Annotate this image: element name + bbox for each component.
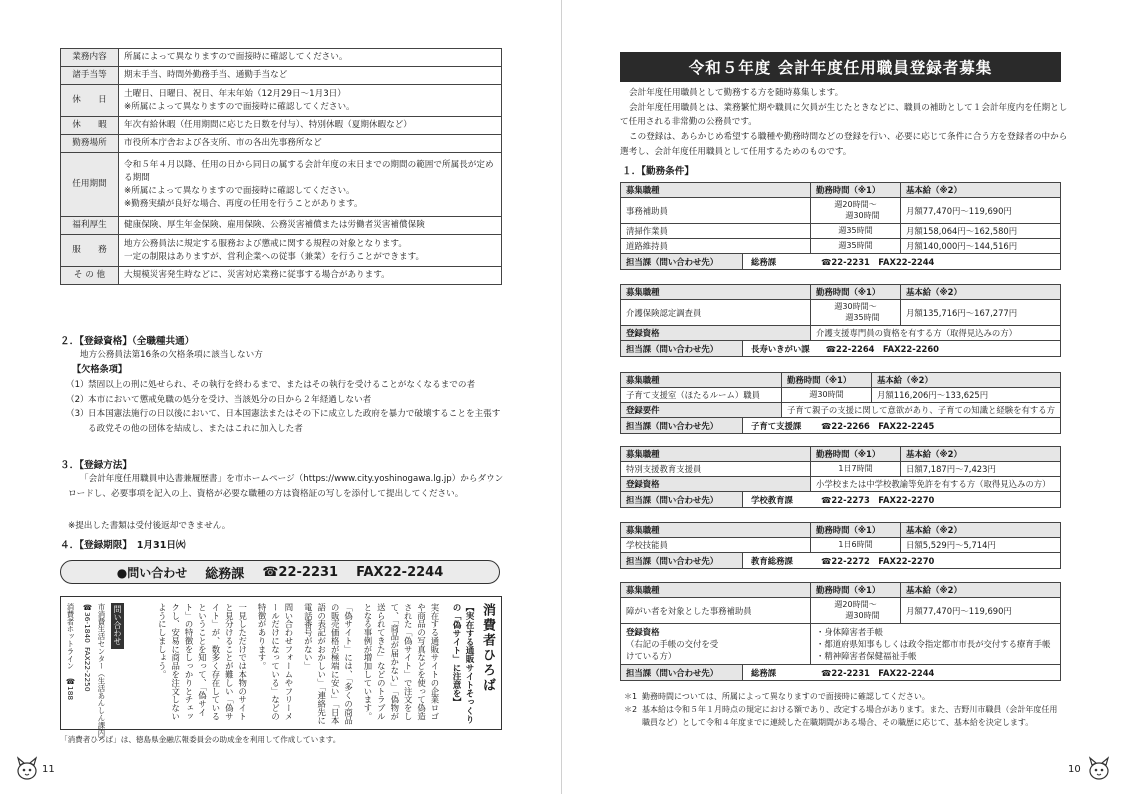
inquiry-dept: 総務課 (205, 566, 245, 582)
footnote (624, 703, 1064, 729)
qualification-label-line: 登録資格 (626, 627, 660, 637)
section-4-title: ４．【登録期限】 1月31日㈫ (60, 540, 186, 551)
header-pay: 基本給（※2） (872, 373, 1061, 388)
job-pay: 日額7,187円～7,423円 (901, 462, 1061, 477)
list-item-number: （3） (66, 409, 89, 419)
qualification-value (811, 624, 1061, 665)
footnote-mark: ＊1 (624, 692, 638, 701)
section-1-title: １．【勤務条件】 (622, 166, 694, 177)
job-hours-line: 週35時間 (838, 225, 873, 235)
contact-phone: ☎22-2231 FAX22-2244 (821, 257, 935, 267)
footnote (624, 690, 1064, 703)
footnote-mark: ＊2 (624, 705, 638, 714)
section-2-title: ２．【登録資格】（全職種共通） (60, 336, 195, 347)
footnote-text: 勤務時間については、所属によって異なりますので面接時に確認してください。 (642, 692, 930, 701)
condition-label: 任用期間 (61, 153, 119, 217)
job-row (621, 239, 1061, 254)
header-pay: 基本給（※2） (901, 183, 1061, 198)
header-hours: 勤務時間（※1） (782, 373, 872, 388)
job-table (620, 582, 1061, 681)
job-table (620, 522, 1061, 569)
page-fold (561, 0, 562, 794)
job-pay: 月額158,064円～162,580円 (901, 224, 1061, 239)
condition-value (119, 267, 502, 285)
consumer-paragraph: 一見しただけでは本物のサイトと見分けることが難しい「偽サイト」が、数多く存在しているということを知って、「偽サイト」の特徴をしっかりとチェックし、安易に商品を注文しないようにしましょう。 (157, 603, 248, 721)
job-name: 事務補助員 (621, 198, 811, 224)
qualification-label: 登録資格 (621, 326, 811, 341)
conditions-row (61, 85, 502, 117)
contact-phone: ☎22-2272 FAX22-2270 (821, 556, 935, 566)
consumer-body (155, 603, 441, 725)
contact-row (621, 492, 1061, 508)
job-table-header (621, 285, 1061, 300)
condition-line: 年次有給休暇（任用期間に応じた日数を付与）、特別休暇（夏期休暇など） (124, 120, 412, 130)
qualification-row (621, 624, 1061, 665)
contact-row (621, 341, 1061, 357)
job-hours (811, 598, 901, 624)
qualification-label (621, 624, 811, 665)
job-pay: 月額116,206円～133,625円 (872, 388, 1061, 403)
job-table (620, 446, 1061, 508)
condition-line: 令和５年４月以降、任用の日から同日の属する会計年度の末日までの期間の範囲で所属長が定める期間 (124, 159, 494, 183)
list-item-number: （1） (66, 380, 89, 390)
condition-line: ※所属によって異なりますので面接時に確認してください。 (124, 101, 355, 112)
job-table-header (621, 373, 1061, 388)
job-pay: 月額140,000円～144,516円 (901, 239, 1061, 254)
qualification-label: 登録資格 (621, 477, 811, 492)
job-hours-line: 1日7時間 (838, 463, 873, 473)
job-name: 障がい者を対象とした事務補助員 (621, 598, 811, 624)
contact-cell (621, 418, 1061, 434)
conditions-row (61, 153, 502, 217)
header-pay: 基本給（※2） (901, 447, 1061, 462)
mascot-icon (14, 756, 40, 782)
condition-label: 服 務 (61, 235, 119, 267)
footnotes (624, 690, 1064, 729)
job-hours-line: 週20時間～ (834, 600, 877, 609)
contact-wrap (621, 553, 1060, 568)
job-row (621, 224, 1061, 239)
conditions-table (60, 48, 502, 285)
intro-paragraph: この登録は、あらかじめ希望する職種や勤務時間などの登録を行い、必要に応じて条件に合う方を登録者の中から選考し、会計年度任用職員として任用するためのものです。 (620, 132, 1068, 157)
qualification-item: ・身体障害者手帳 (816, 627, 883, 637)
condition-label: 勤務場所 (61, 135, 119, 153)
job-table-header (621, 183, 1061, 198)
contact-dept: 長寿いきがい課 (751, 344, 810, 354)
qualification-item: ・都道府県知事もしくは政令指定都市市長が交付する療育手帳 (816, 639, 1051, 649)
job-hours (811, 300, 901, 326)
job-hours (811, 198, 901, 224)
condition-line: 期末手当、時間外勤務手当、通勤手当など (124, 70, 288, 80)
contact-cell (621, 492, 1061, 508)
page-number-left: 11 (42, 764, 55, 775)
consumer-center-tel: ☎36-1840 (83, 603, 92, 643)
contact-cell (621, 341, 1061, 357)
header-hours: 勤務時間（※1） (811, 183, 901, 198)
condition-value (119, 235, 502, 267)
condition-value (119, 67, 502, 85)
list-item-number: （2） (66, 394, 89, 405)
contact-phone: ☎22-2266 FAX22-2245 (821, 421, 935, 431)
contact-label: 担当課（問い合わせ先） (621, 341, 743, 356)
job-row (621, 300, 1061, 326)
condition-line: 市役所本庁舎および各支所、市の各出先事務所など (124, 138, 322, 148)
job-pay: 月額77,470円～119,690円 (901, 598, 1061, 624)
job-row (621, 198, 1061, 224)
consumer-center-fax: FAX22-2250 (83, 646, 92, 692)
mascot-icon (1086, 756, 1112, 782)
qualification-row (621, 477, 1061, 492)
contact-label: 担当課（問い合わせ先） (621, 254, 743, 269)
condition-value (119, 85, 502, 117)
contact-row (621, 254, 1061, 270)
job-name: 清掃作業員 (621, 224, 811, 239)
condition-line: ※勤務実績が良好な場合、再度の任用を行うことがあります。 (124, 198, 363, 209)
qualification-label-line: けている方） (626, 651, 677, 661)
condition-label: 休 日 (61, 85, 119, 117)
condition-value (119, 153, 502, 217)
job-name: 子育て支援室（ほたるルーム）職員 (621, 388, 782, 403)
job-row (621, 462, 1061, 477)
contact-phone: ☎22-2231 FAX22-2244 (821, 668, 935, 678)
condition-line: 所属によって異なりますので面接時に確認してください。 (124, 52, 348, 62)
job-row (621, 538, 1061, 553)
requirement-row (621, 403, 1061, 418)
intro-text (620, 86, 1070, 160)
inquiry-box (60, 560, 500, 584)
job-table (620, 284, 1061, 357)
contact-label: 担当課（問い合わせ先） (621, 492, 743, 507)
job-hours (811, 462, 901, 477)
contact-dept: 教育総務課 (751, 556, 793, 566)
job-table-header (621, 523, 1061, 538)
job-hours-line: 週35時間 (845, 312, 880, 322)
consumer-paragraph: 「偽サイト」には、「多くの商品の販売価格が極端に安い」「日本語の表記がおかしい」「連絡先に電話番号がない」 (303, 603, 354, 725)
job-row (621, 388, 1061, 403)
contact-dept: 子育て支援課 (751, 421, 802, 431)
job-table-header (621, 583, 1061, 598)
header-job: 募集職種 (621, 447, 811, 462)
header-hours: 勤務時間（※1） (811, 285, 901, 300)
left-footer-note: 「消費者ひろば」は、徳島県金融広報委員会の助成金を利用して作成しています。 (60, 735, 341, 744)
intro-paragraph: 会計年度任用職員とは、業務繁忙期や職員に欠員が生じたときなどに、職員の補助として１会計年度内を任期として任用される非常勤の公務員です。 (620, 102, 1068, 128)
conditions-row (61, 49, 502, 67)
job-hours (811, 538, 901, 553)
list-item-text: 本市において懲戒免職の処分を受け、当該処分の日から２年経過しない者 (88, 394, 372, 405)
inquiry-fax: FAX22-2244 (356, 564, 444, 580)
consumer-hotline: 消費者ホットライン ☎188 (66, 603, 75, 701)
job-hours-line: 週35時間 (838, 240, 873, 250)
contact-label: 担当課（問い合わせ先） (621, 665, 743, 680)
condition-value (119, 135, 502, 153)
header-job: 募集職種 (621, 183, 811, 198)
disqualification-list (66, 378, 506, 436)
qualification-row (621, 326, 1061, 341)
contact-phone: ☎22-2273 FAX22-2270 (821, 495, 935, 505)
header-pay: 基本給（※2） (901, 523, 1061, 538)
intro-paragraph: 会計年度任用職員として勤務する方を随時募集します。 (629, 88, 844, 98)
header-pay: 基本給（※2） (901, 285, 1061, 300)
list-item (66, 393, 506, 408)
contact-wrap (621, 341, 1060, 356)
condition-line: 健康保険、厚生年金保険、雇用保険、公務災害補償または労働者災害補償保険 (124, 220, 425, 230)
condition-line: 大規模災害発生時などに、災害対応業務に従事する場合があります。 (124, 270, 390, 280)
header-hours: 勤務時間（※1） (811, 583, 901, 598)
requirement-value: 子育て親子の支援に関して意欲があり、子育ての知識と経験を有する方 (782, 403, 1061, 418)
qualification-item: ・精神障害者保健福祉手帳 (816, 651, 917, 661)
condition-label: 業務内容 (61, 49, 119, 67)
contact-dept: 学校教育課 (751, 495, 793, 505)
job-name: 道路維持員 (621, 239, 811, 254)
job-hours-line: 週30時間 (845, 210, 880, 220)
conditions-row (61, 217, 502, 235)
contact-wrap (621, 254, 1060, 269)
section-2-subtitle: 【欠格条項】 (72, 364, 128, 375)
list-item-text: 禁固以上の刑に処せられ、その執行を終わるまで、またはその執行を受けることがなくなるまでの者 (88, 380, 476, 390)
section-3-text: 「会計年度任用職員申込書兼履歴書」を市ホームページ（https://www.city.yoshinogawa.lg.jp）からダウンロードし、必要事項を記入の上、資格が必要な職種の方は資格証の写しを添付して提出してください。 (68, 474, 504, 499)
inquiry-tel: ☎22-2231 (262, 564, 339, 580)
requirement-label: 登録要件 (621, 403, 782, 418)
contact-dept: 総務課 (751, 668, 777, 678)
job-hours (782, 388, 872, 403)
header-hours: 勤務時間（※1） (811, 523, 901, 538)
consumer-paragraph: 問い合わせフォームやフリーメールだけになっている」などの特徴があります。 (257, 603, 294, 721)
job-pay: 月額77,470円～119,690円 (901, 198, 1061, 224)
header-hours: 勤務時間（※1） (811, 447, 901, 462)
section-2-text: 地方公務員法第16条の欠格条項に該当しない方 (80, 350, 263, 360)
job-pay: 日額5,529円～5,714円 (901, 538, 1061, 553)
job-hours-line: 週30時間 (809, 389, 844, 399)
list-item (66, 407, 506, 436)
condition-line: 地方公務員法に規定する服務および懲戒に関する規程の対象となります。 (124, 238, 407, 249)
condition-label: そ の 他 (61, 267, 119, 285)
contact-phone: ☎22-2264 FAX22-2260 (825, 344, 940, 354)
recruitment-title: 令和５年度 会計年度任用職員登録者募集 (620, 52, 1061, 82)
list-item (66, 378, 506, 393)
job-hours-line: 週30時間～ (834, 302, 877, 311)
condition-value (119, 49, 502, 67)
section-3-note: ※提出した書類は受付後返却できません。 (68, 521, 231, 531)
consumer-contact (65, 603, 124, 744)
header-pay: 基本給（※2） (901, 583, 1061, 598)
section-3-title: ３．【登録方法】 (60, 460, 132, 471)
condition-value (119, 117, 502, 135)
list-item-text: 日本国憲法施行の日以後において、日本国憲法またはその下に成立した政府を暴力で破壊することを主張する政党その他の団体を結成し、またはこれに加入した者 (88, 409, 501, 434)
conditions-row (61, 267, 502, 285)
job-row (621, 598, 1061, 624)
header-job: 募集職種 (621, 523, 811, 538)
header-job: 募集職種 (621, 583, 811, 598)
consumer-center: 市消費生活センター（生活あんしん課内） (97, 603, 106, 744)
job-table (620, 182, 1061, 270)
contact-label: 担当課（問い合わせ先） (621, 418, 743, 433)
contact-wrap (621, 418, 1060, 433)
condition-label: 諸手当等 (61, 67, 119, 85)
condition-label: 福利厚生 (61, 217, 119, 235)
condition-label: 休 暇 (61, 117, 119, 135)
conditions-row (61, 235, 502, 267)
contact-wrap (621, 665, 1060, 680)
job-table (620, 372, 1061, 434)
job-name: 特別支援教育支援員 (621, 462, 811, 477)
job-name: 学校技能員 (621, 538, 811, 553)
consumer-contact-title: 問い合わせ (111, 603, 124, 649)
contact-cell (621, 254, 1061, 270)
qualification-value: 小学校または中学校教諭等免許を有する方（取得見込みの方） (811, 477, 1061, 492)
contact-row (621, 553, 1061, 569)
contact-dept: 総務課 (751, 257, 777, 267)
qualification-label-line: （右記の手帳の交付を受 (626, 639, 719, 649)
condition-line: 一定の制限はありますが、営利企業への従事（兼業）を行うことができます。 (124, 251, 425, 262)
consumer-subtitle: 【実在する通販サイトそっくりの「偽サイト」に注意を】 (451, 603, 474, 724)
contact-wrap (621, 492, 1060, 507)
job-hours-line: 週20時間～ (834, 200, 877, 209)
conditions-row (61, 135, 502, 153)
job-hours (811, 239, 901, 254)
consumer-paragraph: 実在する通販サイトの企業ロゴや商品の写真などを使って偽造された「偽サイト」で注文をして、「商品が届かない」「偽物が送られてきた」などのトラブルとなる事例が増加しています。 (362, 603, 440, 721)
page-number-right: 10 (1068, 764, 1081, 775)
condition-value (119, 217, 502, 235)
inquiry-label: ●問い合わせ (116, 565, 188, 580)
contact-label: 担当課（問い合わせ先） (621, 553, 743, 568)
contact-row (621, 665, 1061, 681)
job-hours-line: 週30時間 (845, 610, 880, 620)
conditions-row (61, 67, 502, 85)
qualification-value: 介護支援専門員の資格を有する方（取得見込みの方） (811, 326, 1061, 341)
contact-row (621, 418, 1061, 434)
header-job: 募集職種 (621, 285, 811, 300)
footnote-text: 基本給は令和５年１月時点の規定における額であり、改定する場合があります。また、吉野川市職員（会計年度任用職員など）として令和４年度までに連続した在職期間がある場合、その職歴に応じて、基本給を決定します。 (642, 705, 1058, 727)
condition-line: 土曜日、日曜日、祝日、年末年始（12月29日～1月3日） (124, 88, 346, 99)
consumer-title: 消費者ひろば (480, 603, 495, 693)
job-pay: 月額135,716円～167,277円 (901, 300, 1061, 326)
contact-cell (621, 553, 1061, 569)
condition-line: ※所属によって異なりますので面接時に確認してください。 (124, 185, 355, 196)
job-hours (811, 224, 901, 239)
job-name: 介護保険認定調査員 (621, 300, 811, 326)
conditions-row (61, 117, 502, 135)
job-hours-line: 1日6時間 (838, 539, 873, 549)
contact-cell (621, 665, 1061, 681)
job-table-header (621, 447, 1061, 462)
header-job: 募集職種 (621, 373, 782, 388)
